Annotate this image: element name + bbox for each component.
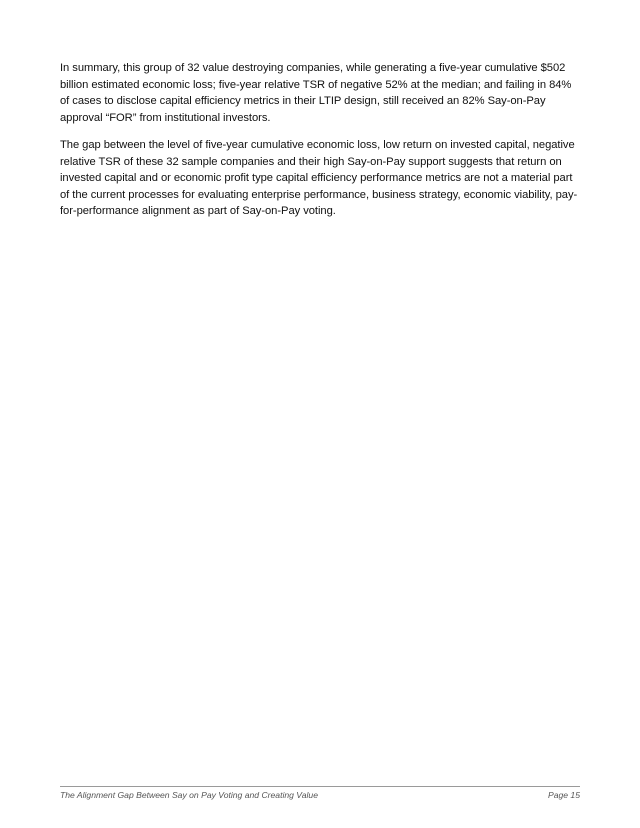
footer-title: The Alignment Gap Between Say on Pay Voting and Creating Value [60,790,318,800]
gap-paragraph: The gap between the level of five-year cumulative economic loss, low return on invested capital, negative relative TSR of these 32 sample companies and their high Say-on-Pay support suggests that return on invested capital and or economic profit type capital efficiency performance metrics are not a material part of the current processes for evaluating enterprise performance, business strategy, economic viability, pay-for-performance alignment as part of Say-on-Pay voting. [60,139,578,217]
body-text [60,60,582,231]
page-footer [60,786,580,800]
page-number: Page 15 [547,790,580,800]
summary-paragraph: In summary, this group of 32 value destroying companies, while generating a five-year cumulative $502 billion estimated economic loss; five-year relative TSR of negative 52% at the median; and failing in 84% of cases to disclose capital efficiency metrics in their LTIP design, still received an 82% Say-on-Pay approval “FOR” from institutional investors. [60,62,572,124]
